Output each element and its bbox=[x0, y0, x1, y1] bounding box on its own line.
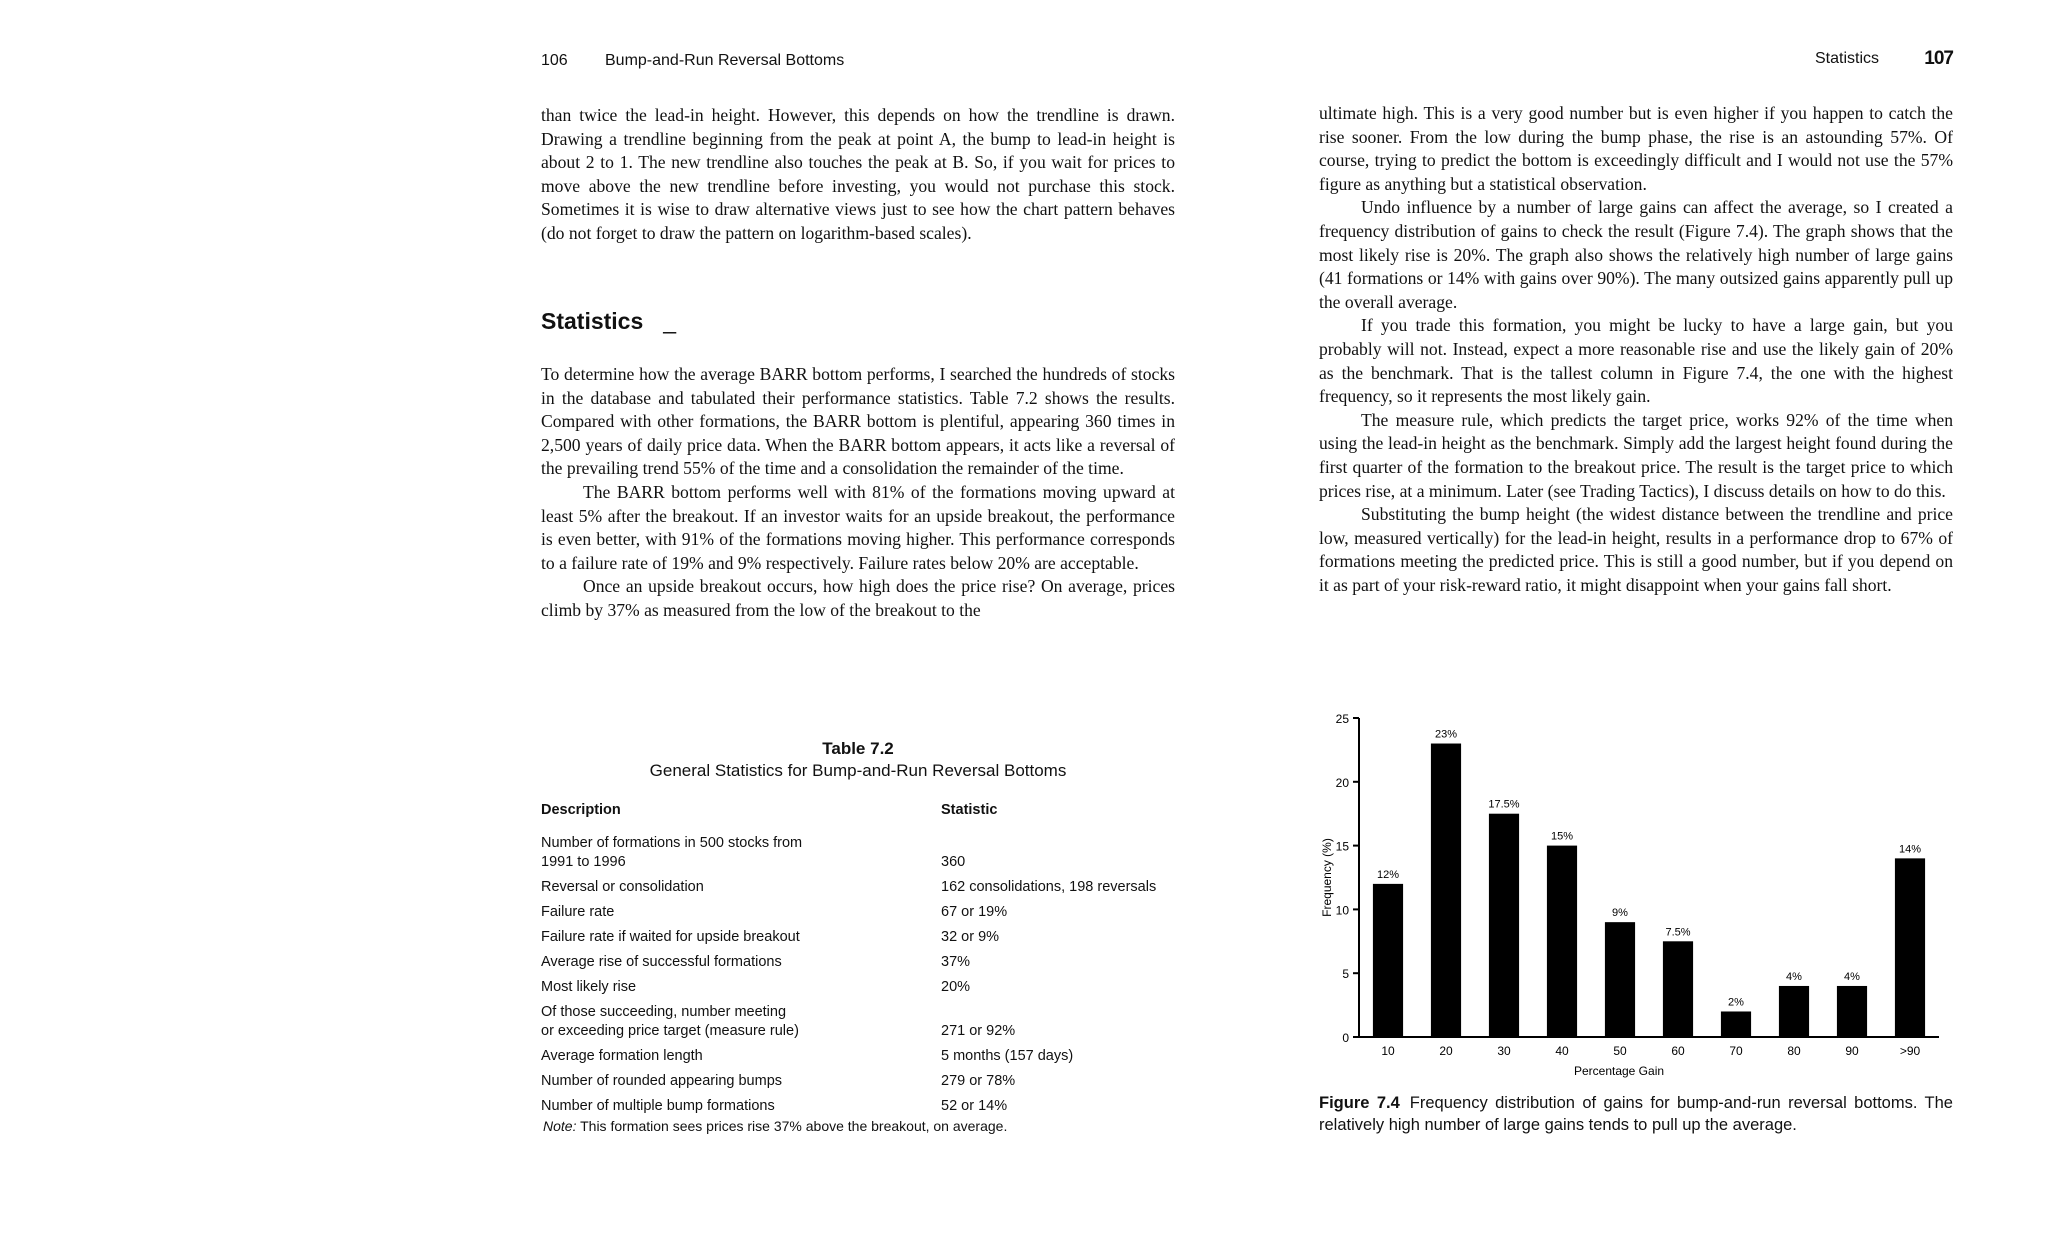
running-title: Bump-and-Run Reversal Bottoms bbox=[605, 52, 845, 69]
bar bbox=[1431, 744, 1461, 1037]
heading-rule: _ bbox=[663, 308, 677, 334]
section-heading-text: Statistics bbox=[541, 308, 644, 334]
row-description: Number of rounded appearing bumps bbox=[541, 1073, 783, 1089]
table-title-prefix: General bbox=[649, 761, 711, 780]
row-description: Reversal or consolidation bbox=[541, 879, 704, 895]
row-description: Most likely rise bbox=[541, 979, 637, 995]
y-tick-label: 15 bbox=[1335, 839, 1349, 854]
bar-value-label: 4% bbox=[1786, 970, 1802, 983]
left-page bbox=[535, 0, 1175, 1246]
desc-line: Number of formations in 500 stocks from bbox=[541, 835, 803, 851]
row-statistic: 52 or 14% bbox=[941, 1098, 1008, 1114]
paragraph: To determine how the average BARR bottom performs, I searched the hundreds of stocks in the database and tabulated their performance statistics. Table 7.2 shows the results. Compared with other formations, the BARR bottom is plentiful, appearing 360 times in 2,500 years of daily price data. When the BARR bottom appears, it acts like a reversal of the prevailing trend 55% of the time and a consolidation the remainder of the time. bbox=[541, 364, 1175, 479]
row-statistic: 162 consolidations, 198 reversals bbox=[941, 879, 1157, 895]
row-description: Failure rate if waited for upside breakout bbox=[541, 929, 800, 945]
paragraph: Once an upside breakout occurs, how high does the price rise? On average, prices climb by 37% as measured from the low of the breakout to the bbox=[541, 576, 1175, 620]
row-statistic: 67 or 19% bbox=[941, 904, 1008, 920]
x-tick-label: 50 bbox=[1613, 1044, 1627, 1058]
right-running-head bbox=[1313, 48, 1953, 72]
table-row bbox=[541, 1095, 1181, 1120]
continued-paragraph bbox=[541, 104, 1175, 246]
table-row bbox=[541, 976, 1181, 1001]
x-tick-label: 90 bbox=[1845, 1044, 1859, 1058]
y-axis-title: Frequency (%) bbox=[1320, 838, 1334, 917]
row-statistic: 279 or 78% bbox=[941, 1073, 1016, 1089]
row-description: Number of multiple bump formations bbox=[541, 1098, 775, 1114]
table-header-row bbox=[541, 798, 1181, 832]
bar bbox=[1489, 814, 1519, 1037]
paragraph: Substituting the bump height (the widest distance between the trendline and price low, measured vertically) for the lead-in height, results in a performance drop to 67% of formations meeting the predicted price. This is still a good number, but if you depend on it as part of your risk-reward ratio, it might disappoint when your gains fall short. bbox=[1319, 504, 1953, 595]
y-tick-label: 0 bbox=[1342, 1031, 1349, 1045]
table-row bbox=[541, 901, 1181, 926]
bar bbox=[1779, 986, 1809, 1037]
section-heading bbox=[541, 308, 676, 335]
column-header: Description bbox=[541, 802, 621, 818]
x-tick-label: 70 bbox=[1729, 1044, 1743, 1058]
note-label: Note: bbox=[543, 1118, 577, 1134]
bar bbox=[1721, 1011, 1751, 1037]
row-description bbox=[541, 1001, 941, 1045]
row-statistic: 37% bbox=[941, 954, 971, 970]
x-tick-label: >90 bbox=[1899, 1044, 1921, 1058]
row-description bbox=[541, 832, 941, 876]
x-tick-label: 10 bbox=[1381, 1044, 1395, 1058]
bar bbox=[1373, 884, 1403, 1037]
gain-frequency-chart bbox=[1319, 702, 1959, 1082]
statistics-text bbox=[541, 363, 1175, 623]
paragraph: The BARR bottom performs well with 81% of the formations moving upward at least 5% after the breakout. If an investor waits for an upside breakout, the performance is even better, with 91% of the formations moving higher. This performance corresponds to a failure rate of 19% and 9% respectively. Failure rates below 20% are acceptable. bbox=[541, 481, 1175, 573]
row-description: Average formation length bbox=[541, 1048, 703, 1064]
table-row bbox=[541, 832, 1181, 876]
desc-line: or exceeding price target (measure rule) bbox=[541, 1023, 799, 1039]
row-description: Failure rate bbox=[541, 904, 615, 920]
x-tick-label: 20 bbox=[1439, 1044, 1453, 1058]
bar-value-label: 4% bbox=[1844, 970, 1860, 983]
table-number: Table 7.2 bbox=[822, 739, 894, 758]
bar-value-label: 23% bbox=[1434, 728, 1458, 741]
table-row bbox=[541, 876, 1181, 901]
column-header: Statistic bbox=[941, 802, 998, 818]
paragraph: ultimate high. This is a very good number but is even higher if you happen to catch the rise sooner. From the low during the bump phase, the rise is an astounding 57%. Of course, trying to predict the bottom is exceedingly difficult and I would not use the 57% figure as anything but a statistical observation. bbox=[1319, 103, 1953, 194]
bar bbox=[1605, 922, 1635, 1037]
y-tick-label: 10 bbox=[1335, 903, 1349, 918]
table-caption bbox=[541, 738, 1175, 782]
bar bbox=[1895, 858, 1925, 1037]
row-statistic: 360 bbox=[941, 854, 966, 870]
bar bbox=[1547, 846, 1577, 1037]
row-description: Average rise of successful formations bbox=[541, 954, 782, 970]
table-row bbox=[541, 951, 1181, 976]
bar bbox=[1837, 986, 1867, 1037]
bar-value-label: 9% bbox=[1612, 907, 1628, 920]
bar bbox=[1663, 941, 1693, 1037]
figure-caption-text: Frequency distribution of gains for bump-and-run reversal bottoms. The relatively high number of large gains tends to pull up the average. bbox=[1319, 1094, 1953, 1134]
row-statistic: 5 months (157 days) bbox=[941, 1048, 1074, 1064]
bar-value-label: 12% bbox=[1376, 868, 1400, 881]
paragraph: Undo influence by a number of large gains can affect the average, so I created a frequency distribution of gains to check the result (Figure 7.4). The graph shows that the most likely rise is 20%. The graph also shows the relatively high number of large gains (41 formations or 14% with gains over 90%). The many outsized gains apparently pull up the overall average. bbox=[1319, 197, 1953, 312]
x-tick-label: 60 bbox=[1671, 1044, 1685, 1058]
row-statistic: 32 or 9% bbox=[941, 929, 1000, 945]
bar-value-label: 7.5% bbox=[1665, 926, 1691, 939]
paragraph: If you trade this formation, you might be lucky to have a large gain, but you probably will not. Instead, expect a more reasonable rise and use the likely gain of 20% as the benchmark. That is the tallest column in Figure 7.4, the one with the highest frequency, so it represents the most likely gain. bbox=[1319, 315, 1953, 407]
note-text: This formation sees prices rise 37% above the breakout, on average. bbox=[580, 1118, 1008, 1134]
row-statistic: 20% bbox=[941, 979, 971, 995]
table-row bbox=[541, 1001, 1181, 1045]
bar-value-label: 15% bbox=[1550, 830, 1574, 843]
bar-value-label: 17.5% bbox=[1488, 798, 1520, 811]
x-tick-label: 80 bbox=[1787, 1044, 1801, 1058]
statistics-table bbox=[541, 798, 1181, 1120]
paragraph: The measure rule, which predicts the target price, works 92% of the time when using the lead-in height as the benchmark. Simply add the largest height found during the first quarter of the formation to the breakout price. The result is the target price to which prices rise, at a minimum. Later (see Trading Tactics), I discuss details on how to do this. bbox=[1319, 409, 1953, 501]
table-row bbox=[541, 1070, 1181, 1095]
x-axis-title: Percentage Gain bbox=[1573, 1064, 1665, 1078]
desc-line: Of those succeeding, number meeting bbox=[541, 1004, 787, 1020]
right-page bbox=[1313, 0, 1953, 1246]
paragraph: than twice the lead-in height. However, this depends on how the trendline is drawn. Drawing a trendline beginning from the peak at point A, the bump to lead-in height is about 2 to 1. The new trendline also touches the peak at B. So, if you wait for prices to move above the new trendline before investing, you would not purchase this stock. Sometimes it is wise to draw alternative views just to see how the chart pattern behaves (do not forget to draw the pattern on logarithm-based scales). bbox=[541, 105, 1175, 243]
y-tick-label: 20 bbox=[1335, 775, 1349, 790]
x-tick-label: 40 bbox=[1555, 1044, 1569, 1058]
table-note bbox=[543, 1118, 1007, 1134]
page-number: 106 bbox=[541, 52, 568, 69]
figure-caption bbox=[1319, 1092, 1953, 1136]
right-body-text bbox=[1319, 102, 1953, 597]
figure-number: Figure 7.4 bbox=[1319, 1094, 1400, 1112]
left-running-head bbox=[535, 48, 1175, 72]
table-title-text: Statistics for Bump-and-Run Reversal Bottoms bbox=[714, 761, 1067, 780]
running-title: Statistics bbox=[1814, 50, 1879, 67]
table-row bbox=[541, 926, 1181, 951]
page-number: 107 bbox=[1924, 48, 1953, 69]
y-tick-label: 25 bbox=[1335, 712, 1349, 726]
row-statistic: 271 or 92% bbox=[941, 1023, 1016, 1039]
bar-value-label: 2% bbox=[1728, 996, 1744, 1009]
desc-line: 1991 to 1996 bbox=[541, 854, 626, 870]
bar-value-label: 14% bbox=[1898, 843, 1922, 856]
x-tick-label: 30 bbox=[1497, 1044, 1511, 1058]
y-tick-label: 5 bbox=[1342, 967, 1349, 982]
table-row bbox=[541, 1045, 1181, 1070]
table-title bbox=[541, 760, 1175, 782]
